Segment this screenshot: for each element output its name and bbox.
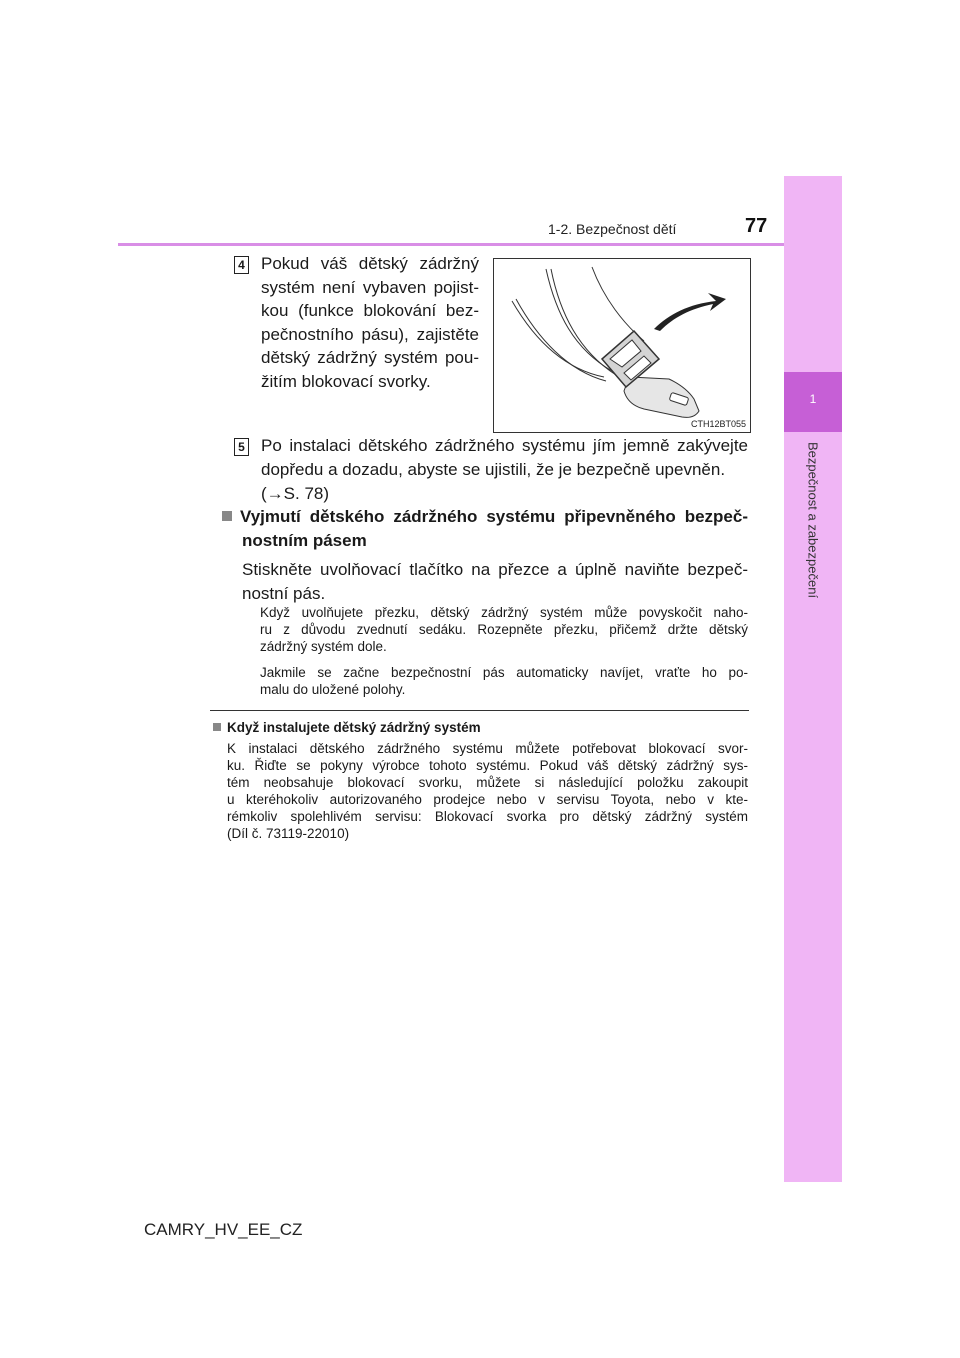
step4-text-line-3: kou (funkce blokování bez-	[261, 301, 479, 320]
step4-text-line-2: systém není vybaven pojist-	[261, 277, 479, 297]
side-tab	[784, 176, 842, 1182]
note-heading-text: Když instalujete dětský zádržný systém	[227, 720, 481, 735]
step5-text-line-1: Po instalaci dětského zádržného systému jím jemně zakývejte	[261, 436, 748, 455]
step4-text-line-4: pečnostního pásu), zajistěte	[261, 324, 479, 344]
illustration-code: CTH12BT055	[690, 419, 746, 429]
removal-note2-line-1: Jakmile se začne bezpečnostní pás automaticky navíjet, vraťte ho po-	[260, 665, 748, 680]
removal-heading-text: Vyjmutí dětského zádržného systému připevněného bezpeč-	[240, 507, 748, 526]
removal-heading-line-2: nostním pásem	[242, 531, 367, 550]
step5-text-line-2: dopředu a dozadu, abyste se ujistili, že je bezpečně upevněn.	[261, 460, 726, 479]
removal-instruction-line-2: nostní pás.	[242, 584, 326, 603]
removal-note1-line-2: ru z důvodu zvednutí sedáku. Rozepněte přezku, přičemž držte dětský	[260, 622, 748, 637]
locking-clip-illustration	[493, 258, 751, 433]
step-number-4: 4	[234, 256, 249, 274]
step4-text-line-1: Pokud váš dětský zádržný	[261, 254, 479, 273]
section-bullet-icon	[222, 511, 232, 521]
section-divider	[210, 710, 749, 711]
note-text-line-5: rémkoliv spolehlivém servisu: Blokovací svorka pro dětský zádržný systém	[227, 809, 748, 824]
side-tab-chapter-number: 1	[809, 392, 817, 406]
step5-page-reference: (→S. 78)	[261, 484, 330, 503]
step4-text-line-6: žitím blokovací svorky.	[261, 371, 431, 391]
removal-note1-line-1: Když uvolňujete přezku, dětský zádržný systém může povyskočit naho-	[260, 605, 748, 620]
note-bullet-icon	[213, 723, 221, 731]
page-number: 77	[745, 215, 768, 237]
note-text-line-2: ku. Řiďte se pokyny výrobce tohoto systému. Pokud váš dětský zádržný sys-	[227, 758, 748, 773]
header-divider	[118, 243, 784, 246]
removal-note1-line-3: zádržný systém dole.	[260, 639, 387, 654]
removal-note2-line-2: malu do uložené polohy.	[260, 682, 406, 697]
removal-heading-line-1	[222, 505, 748, 529]
seatbelt-locking-clip-drawing	[494, 259, 750, 432]
note-text-line-4: u kteréhokoliv autorizovaného prodejce nebo v servisu Toyota, nebo v kte-	[227, 792, 748, 807]
note-heading	[213, 720, 481, 735]
step-number-5: 5	[234, 438, 249, 456]
step4-text-line-5: dětský zádržný systém pou-	[261, 348, 479, 367]
side-tab-chapter-label: Bezpečnost a zabezpečení	[805, 441, 821, 599]
note-text-line-6: (Díl č. 73119-22010)	[227, 826, 350, 841]
removal-instruction-line-1: Stiskněte uvolňovací tlačítko na přezce a úplně naviňte bezpeč-	[242, 560, 748, 579]
footer-document-code: CAMRY_HV_EE_CZ	[144, 1220, 303, 1239]
note-text-line-1: K instalaci dětského zádržného systému můžete potřebovat blokovací svor-	[227, 741, 748, 756]
header-section-title: 1-2. Bezpečnost dětí	[548, 221, 677, 237]
note-text-line-3: tém neobsahuje blokovací svorku, můžete si následující položku zakoupit	[227, 775, 748, 790]
